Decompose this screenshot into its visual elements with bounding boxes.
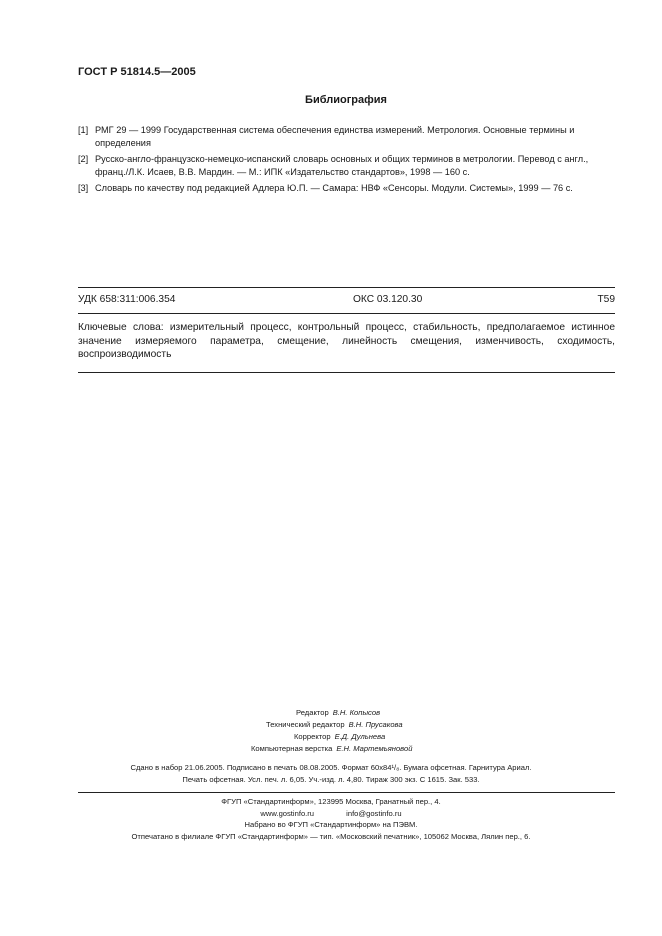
- tech-editor-label: Технический редактор: [266, 720, 345, 729]
- bibliography-item-text: Словарь по качеству под редакцией Адлера Ю.П. — Самара: НВФ «Сенсоры. Модули. Системы», 1999 — 76 с.: [95, 183, 573, 193]
- bibliography-title: Библиография: [305, 94, 387, 106]
- tech-editor-name: В.Н. Прусакова: [348, 720, 403, 729]
- oks-code: ОКС 03.120.30: [353, 294, 423, 305]
- corrector-label: Корректор: [294, 732, 331, 741]
- print-info-line: Печать офсетная. Усл. печ. л. 6,05. Уч.-изд. л. 4,80. Тираж 300 экз. С 1615. Зак. 533.: [182, 775, 480, 784]
- editor-credit: [296, 707, 380, 719]
- bibliography-item: [78, 182, 616, 195]
- keywords: Ключевые слова: измерительный процесс, контрольный процесс, стабильность, предполагаемое истинное значение измеряемого параметра, смещение, линейность смещения, изменчивость, сходимость, воспроизводимость: [78, 322, 615, 360]
- classification-top-rule: [78, 287, 615, 288]
- bibliography-item-number: [2]: [78, 154, 89, 164]
- print-info-line: Сдано в набор 21.06.2005. Подписано в печать 08.08.2005. Формат 60x84¹/₈. Бумага офсетная. Гарнитура Ариал.: [130, 763, 532, 772]
- publisher-website: www.gostinfo.ru: [260, 808, 315, 818]
- standard-id: ГОСТ Р 51814.5—2005: [78, 66, 196, 78]
- bibliography-item: [78, 124, 616, 150]
- bibliography-list: [78, 124, 616, 198]
- layout-credit: [251, 743, 412, 755]
- bibliography-item-number: [1]: [78, 125, 89, 135]
- corrector-credit: [294, 731, 385, 743]
- printer-note: Отпечатано в филиале ФГУП «Стандартинформ» — тип. «Московский печатник», 105062 Москва, Лялин пер., 6.: [131, 831, 531, 841]
- bibliography-item: [78, 153, 616, 179]
- publisher-top-rule: [78, 792, 615, 793]
- corrector-name: Е.Д. Дульнева: [334, 732, 386, 741]
- editor-name: В.Н. Копысов: [332, 708, 381, 717]
- layout-label: Компьютерная верстка: [251, 744, 333, 753]
- classification-bottom-rule: [78, 313, 615, 314]
- bibliography-item-text: РМГ 29 — 1999 Государственная система обеспечения единства измерений. Метрология. Основные термины и определения: [95, 125, 575, 148]
- udc-code: УДК 658:311:006.354: [78, 294, 176, 305]
- editor-label: Редактор: [296, 708, 329, 717]
- typeset-note: Набрано во ФГУП «Стандартинформ» на ПЭВМ.: [244, 820, 418, 829]
- publisher-email: info@gostinfo.ru: [346, 808, 402, 818]
- bibliography-item-number: [3]: [78, 183, 89, 193]
- bibliography-item-text: Русско-англо-французско-немецко-испанский словарь основных и общих терминов в метрологии. Перевод с англ., франц./Л.К. Исаев, В.В. Мардин. — М.: ИПК «Издательство стандартов», 1998 — 160 с.: [95, 154, 589, 177]
- keywords-bottom-rule: [78, 372, 615, 373]
- group-code: Т59: [597, 294, 615, 305]
- publisher-address: ФГУП «Стандартинформ», 123995 Москва, Гранатный пер., 4.: [221, 797, 441, 806]
- publisher-contacts: [0, 808, 662, 820]
- layout-name: Е.Н. Мартемьяновой: [336, 744, 413, 753]
- publisher-info: [0, 796, 662, 842]
- tech-editor-credit: [266, 719, 403, 731]
- print-info: [0, 762, 662, 786]
